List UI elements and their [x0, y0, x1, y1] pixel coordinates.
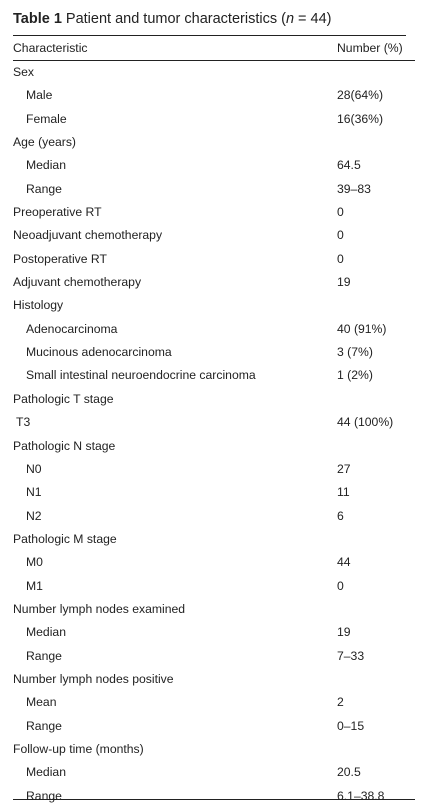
table-row: [13, 84, 415, 107]
table-row: [13, 294, 415, 317]
row-value: 0: [337, 575, 415, 598]
row-value: 6.1–38.8: [337, 785, 415, 808]
row-label: Median: [13, 761, 337, 784]
header-number: Number (%): [337, 36, 415, 61]
table-row: [13, 341, 415, 364]
table-row: [13, 318, 415, 341]
row-label: N0: [13, 458, 337, 481]
row-label: Pathologic N stage: [13, 435, 337, 458]
row-label: Pathologic T stage: [13, 388, 337, 411]
table-number: Table 1: [13, 11, 62, 27]
table-title: [13, 10, 412, 28]
row-value: 2: [337, 691, 415, 714]
row-value: 19: [337, 621, 415, 644]
row-label: T3: [13, 411, 337, 434]
row-value: 0: [337, 201, 415, 224]
characteristics-table: [13, 36, 415, 808]
row-value: [337, 435, 415, 458]
sample-size-symbol: n: [286, 11, 294, 27]
row-label: M1: [13, 575, 337, 598]
row-value: [337, 131, 415, 154]
row-label: Male: [13, 84, 337, 107]
row-value: 6: [337, 505, 415, 528]
row-label: Follow-up time (months): [13, 738, 337, 761]
row-value: 1 (2%): [337, 364, 415, 387]
table-row: [13, 761, 415, 784]
table-row: [13, 248, 415, 271]
row-label: Pathologic M stage: [13, 528, 337, 551]
table-row: [13, 575, 415, 598]
table-row: [13, 621, 415, 644]
row-label: Adjuvant chemotherapy: [13, 271, 337, 294]
table-row: [13, 201, 415, 224]
row-value: [337, 294, 415, 317]
table-row: [13, 224, 415, 247]
row-label: Adenocarcinoma: [13, 318, 337, 341]
row-value: 44: [337, 551, 415, 574]
row-label: Range: [13, 178, 337, 201]
row-label: Postoperative RT: [13, 248, 337, 271]
table-row: [13, 645, 415, 668]
row-label: Range: [13, 715, 337, 738]
table-row: [13, 785, 415, 808]
row-value: 19: [337, 271, 415, 294]
row-value: [337, 388, 415, 411]
table-row: [13, 551, 415, 574]
table-row: [13, 505, 415, 528]
row-label: Mucinous adenocarcinoma: [13, 341, 337, 364]
row-label: Age (years): [13, 131, 337, 154]
row-label: M0: [13, 551, 337, 574]
header-row: [13, 36, 415, 61]
row-value: 0: [337, 248, 415, 271]
row-label: Preoperative RT: [13, 201, 337, 224]
row-label: Number lymph nodes positive: [13, 668, 337, 691]
row-value: 28(64%): [337, 84, 415, 107]
table-row: [13, 715, 415, 738]
table-row: [13, 458, 415, 481]
row-value: 39–83: [337, 178, 415, 201]
table-row: [13, 271, 415, 294]
row-label: Small intestinal neuroendocrine carcinoma: [13, 364, 337, 387]
row-label: Median: [13, 154, 337, 177]
row-value: 27: [337, 458, 415, 481]
table-row: [13, 154, 415, 177]
row-value: 40 (91%): [337, 318, 415, 341]
row-label: Sex: [13, 61, 337, 85]
row-label: Neoadjuvant chemotherapy: [13, 224, 337, 247]
row-label: N1: [13, 481, 337, 504]
row-label: Mean: [13, 691, 337, 714]
row-value: 11: [337, 481, 415, 504]
row-value: [337, 668, 415, 691]
header-characteristic: Characteristic: [13, 36, 337, 61]
table-header: [13, 36, 415, 61]
table-body: [13, 61, 415, 808]
table-row: [13, 598, 415, 621]
row-value: [337, 738, 415, 761]
table-row: [13, 435, 415, 458]
table-row: [13, 178, 415, 201]
table-row: [13, 528, 415, 551]
table-row: [13, 131, 415, 154]
table-caption-part-1: Patient and tumor characteristics (: [62, 11, 286, 27]
table-row: [13, 364, 415, 387]
row-value: 7–33: [337, 645, 415, 668]
row-value: 0: [337, 224, 415, 247]
row-value: [337, 528, 415, 551]
table-row: [13, 481, 415, 504]
row-value: [337, 61, 415, 85]
row-value: [337, 598, 415, 621]
row-value: 16(36%): [337, 108, 415, 131]
row-label: N2: [13, 505, 337, 528]
row-label: Range: [13, 645, 337, 668]
table-row: [13, 691, 415, 714]
table-caption-part-2: = 44): [294, 11, 331, 27]
row-label: Histology: [13, 294, 337, 317]
row-label: Median: [13, 621, 337, 644]
row-label: Female: [13, 108, 337, 131]
table-row: [13, 61, 415, 85]
row-value: 0–15: [337, 715, 415, 738]
row-label: Range: [13, 785, 337, 808]
bottom-rule: [13, 799, 415, 800]
row-label: Number lymph nodes examined: [13, 598, 337, 621]
row-value: 20.5: [337, 761, 415, 784]
table-row: [13, 668, 415, 691]
table-row: [13, 411, 415, 434]
table-row: [13, 108, 415, 131]
row-value: 44 (100%): [337, 411, 415, 434]
table-row: [13, 388, 415, 411]
table-row: [13, 738, 415, 761]
row-value: 64.5: [337, 154, 415, 177]
row-value: 3 (7%): [337, 341, 415, 364]
